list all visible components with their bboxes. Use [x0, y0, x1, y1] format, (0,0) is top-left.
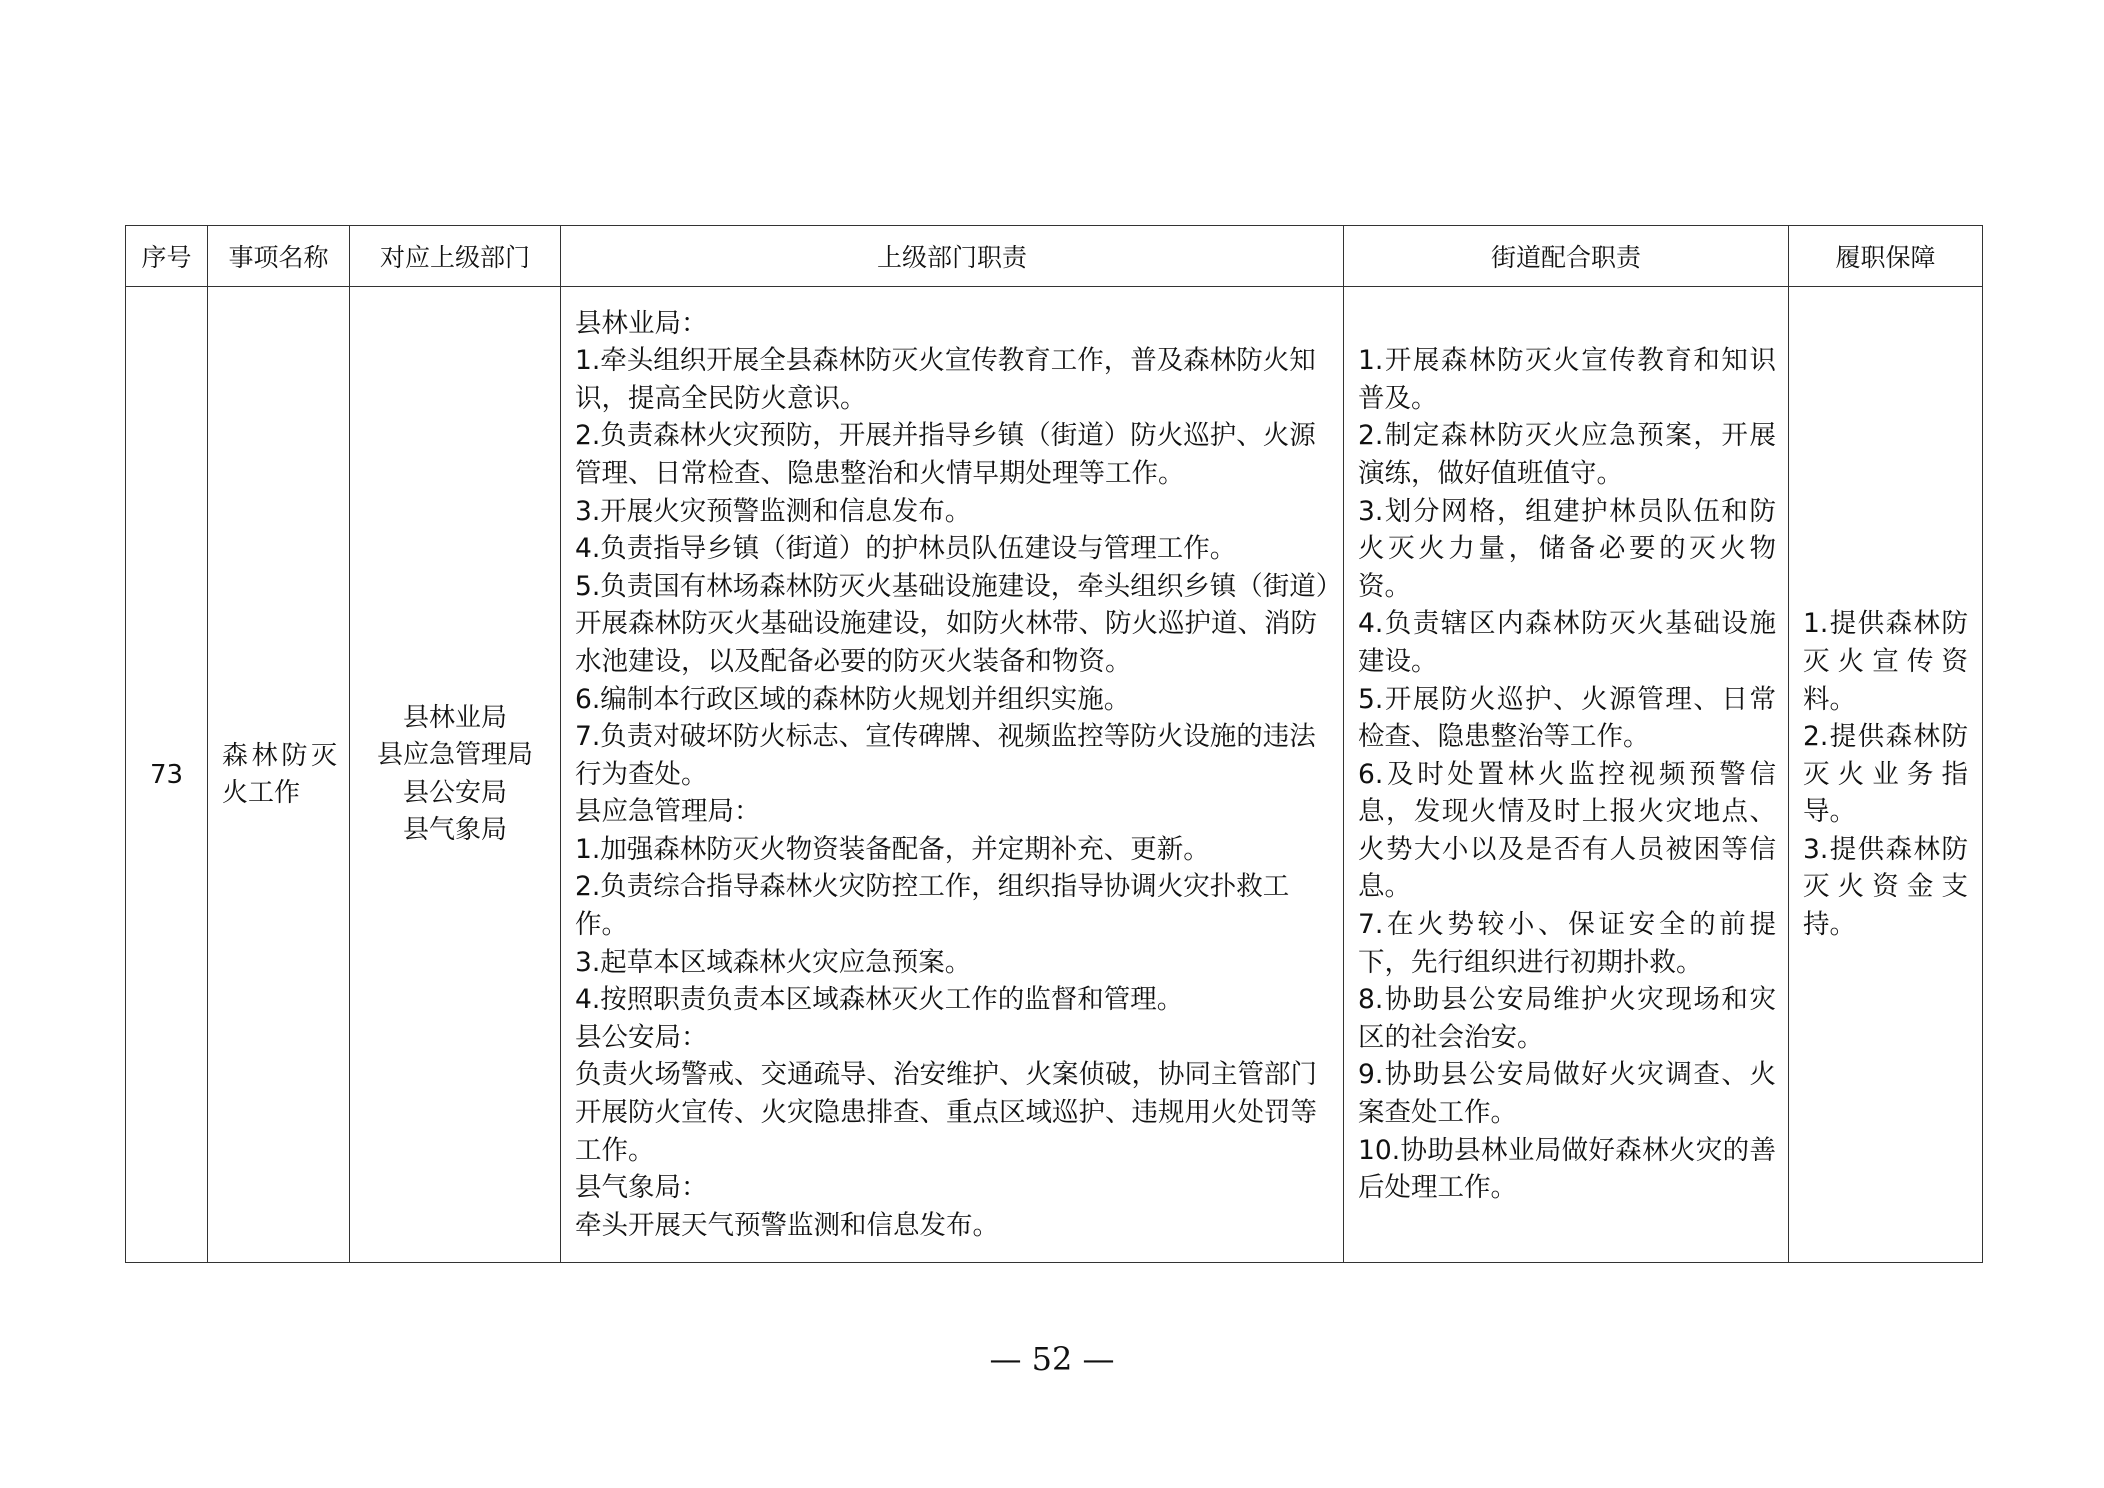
- header-street-duties: 街道配合职责: [1344, 226, 1789, 287]
- duty-line: 8.协助县公安局维护火灾现场和灾区的社会治安。: [1358, 984, 1776, 1053]
- duty-line: 9.协助县公安局做好火灾调查、火案查处工作。: [1358, 1059, 1776, 1129]
- duty-line: 7.负责对破坏防火标志、宣传碑牌、视频监控等防火设施的违法行为查处。: [575, 721, 1316, 790]
- duty-line: 3.开展火灾预警监测和信息发布。: [575, 495, 972, 527]
- duty-line: 10.协助县林业局做好森林火灾的善后处理工作。: [1358, 1134, 1776, 1204]
- duty-line: 4.负责指导乡镇（街道）的护林员队伍建设与管理工作。: [575, 533, 1237, 565]
- duty-line: 牵头开展天气预警监测和信息发布。: [575, 1209, 999, 1241]
- header-guarantees: 履职保障: [1789, 226, 1983, 287]
- department: 县气象局: [402, 815, 507, 845]
- duty-line: 2.制定森林防灭火应急预案，开展演练，做好值班值守。: [1358, 420, 1776, 489]
- table-row: [126, 287, 1983, 1263]
- duty-line: 6.及时处置林火监控视频预警信息，发现火情及时上报火灾地点、火势大小以及是否有人员被困等信息。: [1358, 758, 1776, 903]
- duty-line: 6.编制本行政区域的森林防火规划并组织实施。: [575, 683, 1131, 715]
- duty-line: 1.开展森林防灭火宣传教育和知识普及。: [1358, 345, 1776, 414]
- row-departments: [350, 287, 561, 1263]
- duty-line: 3.提供森林防灭火资金支持。: [1803, 833, 1968, 941]
- department: 县林业局: [402, 702, 507, 733]
- duty-line: 负责火场警戒、交通疏导、治安维护、火案侦破，协同主管部门开展防火宣传、火灾隐患排查、重点区域巡护、违规用火处罚等工作。: [575, 1059, 1317, 1166]
- duty-line: 2.负责森林火灾预防，开展并指导乡镇（街道）防火巡护、火源管理、日常检查、隐患整治和火情早期处理等工作。: [575, 420, 1316, 489]
- duty-line: 4.按照职责负责本区域森林灭火工作的监督和管理。: [575, 984, 1184, 1016]
- duty-line: 县林业局：: [575, 307, 708, 339]
- table-header-row: [126, 226, 1983, 287]
- duty-line: 5.负责国有林场森林防灭火基础设施建设，牵头组织乡镇（街道）开展森林防灭火基础设施建设，如防火林带、防火巡护道、消防水池建设，以及配备必要的防灭火装备和物资。: [575, 570, 1330, 677]
- duty-line: 县公安局：: [575, 1021, 708, 1053]
- row-superior-duties: [561, 287, 1344, 1263]
- duty-line: 1.提供森林防灭火宣传资料。: [1803, 608, 1968, 715]
- header-number: 序号: [126, 226, 208, 287]
- duty-line: 4.负责辖区内森林防灭火基础设施建设。: [1358, 608, 1776, 677]
- header-item-name: 事项名称: [208, 226, 350, 287]
- duty-line: 2.负责综合指导森林火灾防控工作，组织指导协调火灾扑救工作。: [575, 871, 1290, 941]
- page-number: — 52 —: [989, 1340, 1115, 1378]
- row-guarantees: [1789, 287, 1983, 1263]
- duty-line: 5.开展防火巡护、火源管理、日常检查、隐患整治等工作。: [1358, 683, 1776, 753]
- duty-line: 县应急管理局：: [575, 796, 761, 828]
- header-department: 对应上级部门: [350, 226, 561, 287]
- row-street-duties: [1344, 287, 1789, 1263]
- duties-table: [125, 225, 1983, 1263]
- duty-line: 3.起草本区域森林火灾应急预案。: [575, 946, 972, 978]
- department: 县公安局: [402, 777, 507, 808]
- duty-line: 2.提供森林防灭火业务指导。: [1803, 721, 1968, 828]
- duty-line: 1.加强森林防灭火物资装备配备，并定期补充、更新。: [575, 833, 1210, 865]
- duty-line: 1.牵头组织开展全县森林防灭火宣传教育工作，普及森林防火知识，提高全民防火意识。: [575, 345, 1316, 414]
- row-item-name: 森林防灭火工作: [208, 287, 350, 1263]
- duty-line: 县气象局：: [575, 1172, 708, 1204]
- department: 县应急管理局: [376, 740, 533, 770]
- row-number: 73: [126, 287, 208, 1263]
- duty-line: 3.划分网格，组建护林员队伍和防火灭火力量，储备必要的灭火物资。: [1358, 495, 1776, 602]
- header-superior-duties: 上级部门职责: [561, 226, 1344, 287]
- duty-line: 7.在火势较小、保证安全的前提下，先行组织进行初期扑救。: [1358, 909, 1776, 978]
